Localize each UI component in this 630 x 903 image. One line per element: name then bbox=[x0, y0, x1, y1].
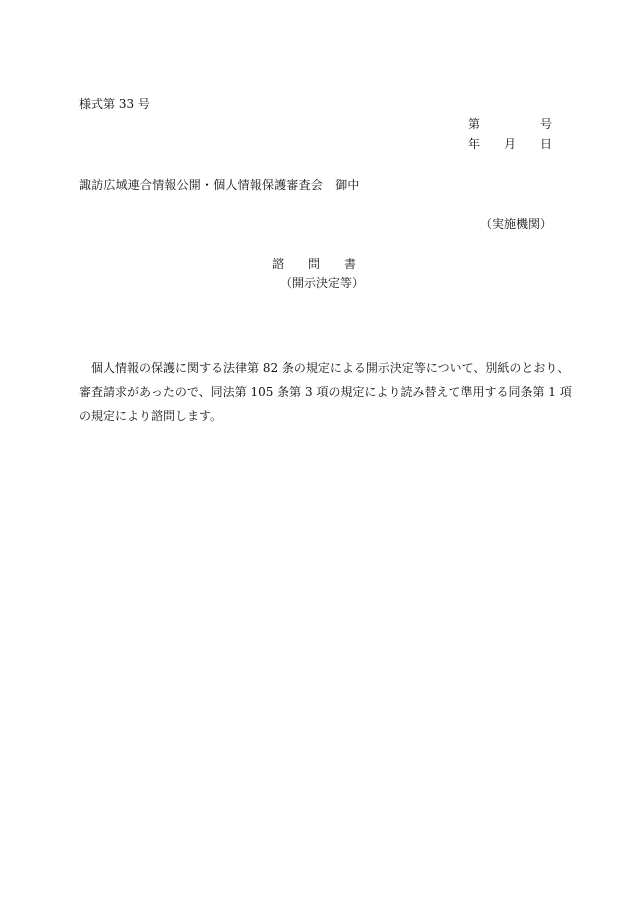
form-number: 様式第 33 号 bbox=[79, 97, 150, 111]
title-char-2: 問 bbox=[308, 257, 321, 271]
body-line: の規定により諮問します。 bbox=[79, 409, 223, 423]
title-char-1: 諮 bbox=[272, 257, 285, 271]
date-year: 年 bbox=[468, 137, 481, 151]
document-number-suffix: 号 bbox=[539, 117, 552, 131]
document-subtitle: （開示決定等） bbox=[280, 276, 365, 290]
document-number bbox=[468, 118, 552, 132]
addressee: 諏訪広域連合情報公開・個人情報保護審査会 御中 bbox=[79, 178, 360, 192]
body-line: 審査請求があったので、同法第 105 条第 3 項の規定により読み替えて準用する同条第 1 項 bbox=[79, 385, 572, 399]
date-month: 月 bbox=[504, 137, 517, 151]
document-number-prefix: 第 bbox=[468, 117, 481, 131]
body-line: 個人情報の保護に関する法律第 82 条の規定による開示決定等について、別紙のとおり、 bbox=[91, 361, 570, 375]
date-line bbox=[468, 138, 552, 152]
title-char-3: 書 bbox=[343, 257, 356, 271]
date-day: 日 bbox=[539, 137, 552, 151]
body-paragraph bbox=[79, 356, 572, 428]
sender-agency: （実施機関） bbox=[479, 217, 552, 231]
document-title bbox=[272, 258, 356, 272]
